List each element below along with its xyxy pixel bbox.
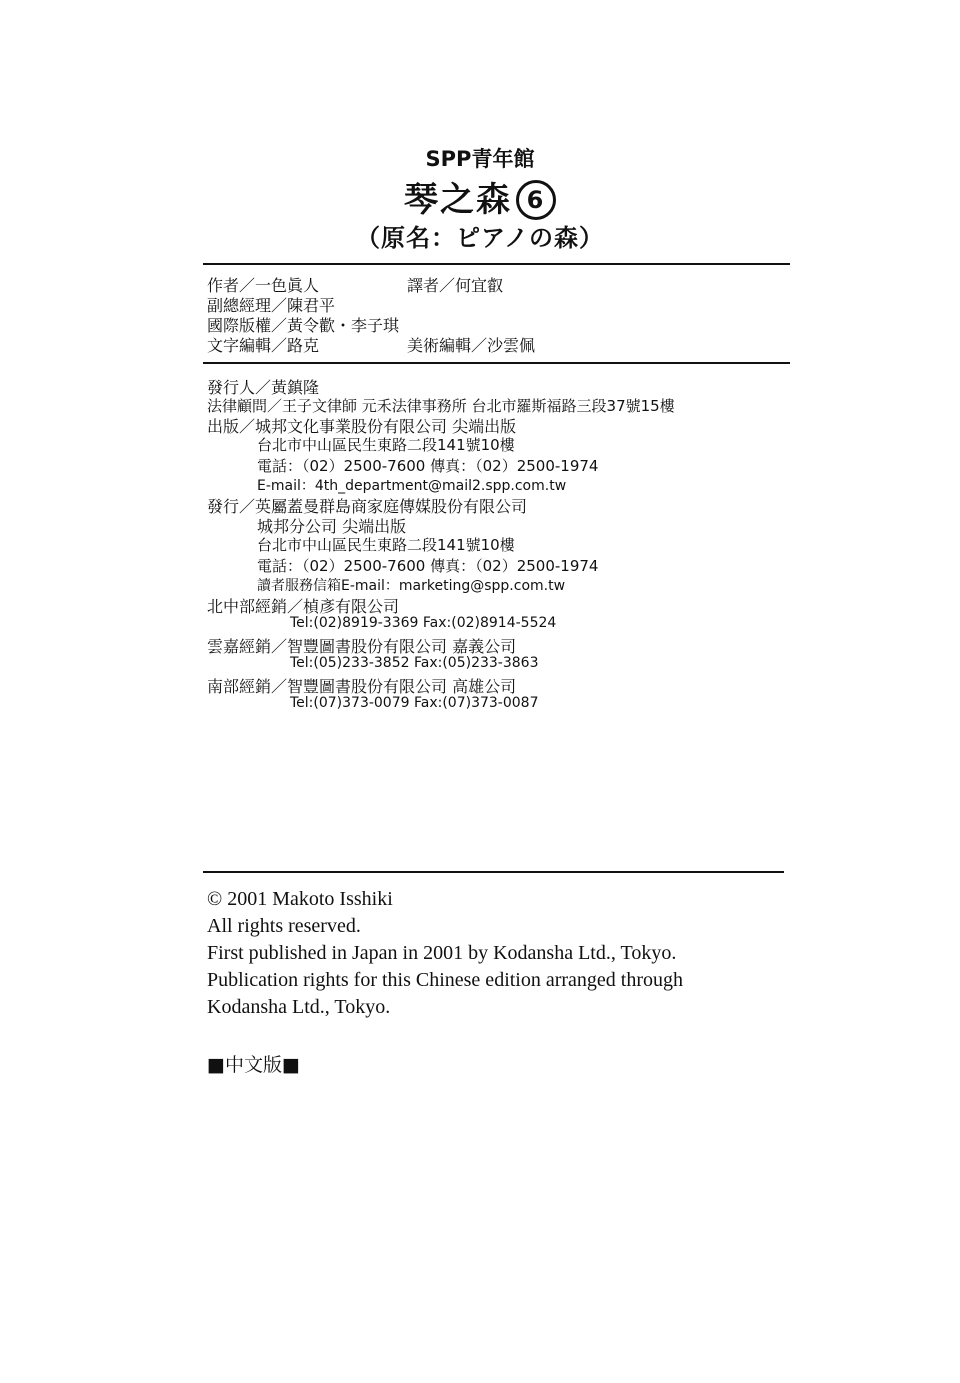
reader-service-email: 讀者服務信箱E-mail：marketing@spp.com.tw — [257, 578, 566, 594]
printer-phone: 電話：（02）2500-7600 傳真：（02）2500-1974 — [257, 457, 599, 475]
printer-address: 台北市中山區民生東路二段141號10樓 — [257, 436, 515, 454]
central-contact: Tel:(05)233-3852 Fax:(05)233-3863 — [290, 655, 539, 671]
book-title-row — [0, 172, 960, 221]
branch-line: 城邦分公司 尖端出版 — [257, 517, 407, 536]
bottom-divider — [203, 871, 784, 873]
publisher-line: 發行人／黃鎮隆 — [207, 378, 320, 397]
publication-rights-line: Publication rights for this Chinese edition arranged through — [207, 969, 684, 991]
printer-email: E-mail：4th_department@mail2.spp.com.tw — [257, 478, 567, 494]
author-credit: 作者／一色眞人 — [207, 276, 320, 295]
distributor-line: 發行／英屬蓋曼群島商家庭傳媒股份有限公司 — [207, 497, 528, 516]
south-contact: Tel:(07)373-0079 Fax:(07)373-0087 — [290, 695, 539, 711]
first-published-line: First published in Japan in 2001 by Kodansha Ltd., Tokyo. — [207, 942, 677, 964]
central-distributor: 雲嘉經銷／智豐圖書股份有限公司 嘉義公司 — [207, 637, 517, 656]
original-title: （原名：ピアノの森） — [355, 224, 605, 252]
printer-line: 出版／城邦文化事業股份有限公司 尖端出版 — [207, 417, 517, 436]
book-title: 琴之森 — [404, 180, 512, 220]
north-distributor: 北中部經銷／楨彥有限公司 — [207, 597, 400, 616]
rights-credit: 國際版權／黃令歡・李子琪 — [207, 316, 400, 335]
top-divider — [203, 263, 790, 265]
south-distributor: 南部經銷／智豐圖書股份有限公司 高雄公司 — [207, 677, 517, 696]
volume-number: 6 — [516, 180, 556, 220]
edition-marker: ■中文版■ — [207, 1054, 300, 1076]
legal-counsel-line: 法律顧問／王子文律師 元禾法律事務所 台北市羅斯福路三段37號15樓 — [207, 397, 675, 415]
middle-divider — [203, 362, 790, 364]
series-name: SPP青年館 — [425, 147, 535, 171]
copyright-line: © 2001 Makoto Isshiki — [207, 888, 393, 910]
art-editor-credit: 美術編輯／沙雲佩 — [407, 336, 536, 355]
publication-rights-line-2: Kodansha Ltd., Tokyo. — [207, 996, 391, 1018]
rights-reserved-line: All rights reserved. — [207, 915, 361, 937]
text-editor-credit: 文字編輯／路克 — [207, 336, 320, 355]
branch-address: 台北市中山區民生東路二段141號10樓 — [257, 536, 515, 554]
deputy-gm-credit: 副總經理／陳君平 — [207, 296, 336, 315]
translator-credit: 譯者／何宜叡 — [407, 276, 504, 295]
branch-phone: 電話：（02）2500-7600 傳真：（02）2500-1974 — [257, 557, 599, 575]
north-contact: Tel:(02)8919-3369 Fax:(02)8914-5524 — [290, 615, 557, 631]
